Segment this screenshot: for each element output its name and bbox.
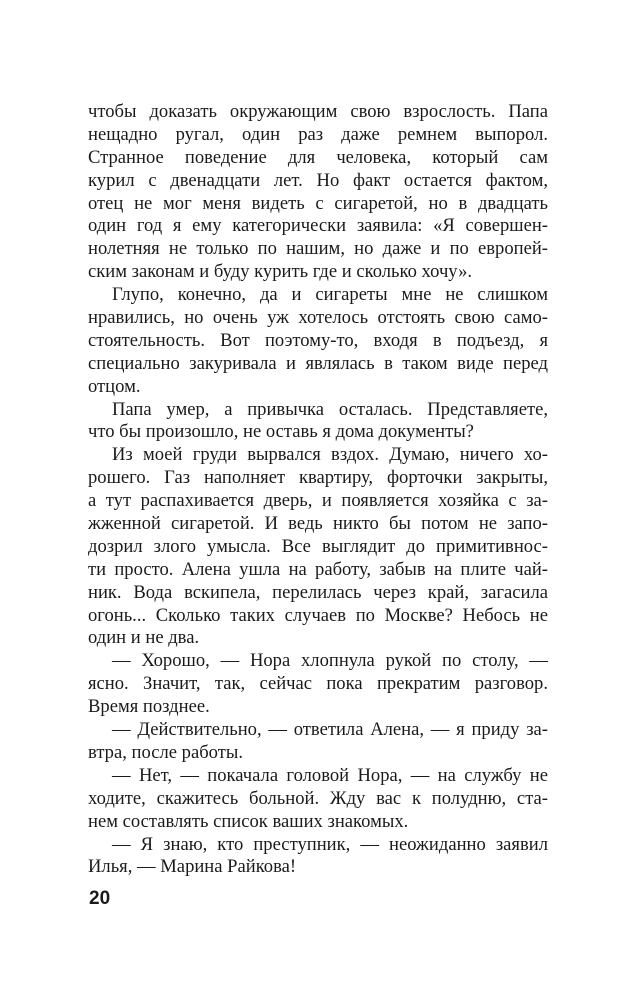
text-line: Илья, — Марина Райкова!: [88, 856, 297, 878]
text-line: нолетняя не только по нашим, но даже и по европей-: [88, 238, 548, 260]
text-line: — Нет, — покачала головой Нора, — на службу не: [112, 764, 548, 786]
text-line: Из моей груди вырвался вздох. Думаю, ничего хо-: [112, 444, 548, 466]
text-line: Странное поведение для человека, который сам: [88, 146, 548, 168]
text-line: дозрил злого умысла. Все выглядит до примитивнос-: [88, 535, 548, 557]
text-line: один год я ему категорически заявила: «Я совершен-: [88, 215, 548, 237]
text-line: ясно. Значит, так, сейчас пока прекратим разговор.: [88, 673, 548, 695]
text-line: нещадно ругал, один раз даже ремнем выпорол.: [88, 123, 548, 145]
text-line: отцом.: [88, 375, 141, 397]
text-line: рошего. Газ наполняет квартиру, форточки закрыты,: [88, 467, 548, 489]
text-line: ходите, скажитесь больной. Жду вас к полудню, ста-: [88, 787, 548, 809]
text-line: нравились, но очень уж хотелось отстоять свою само-: [88, 307, 548, 329]
text-line: что бы произошло, не оставь я дома документы?: [88, 421, 474, 443]
text-line: — Действительно, — ответила Алена, — я приду за-: [112, 719, 548, 741]
body-text: [88, 101, 548, 879]
text-line: — Хорошо, — Нора хлопнула рукой по столу, —: [112, 650, 548, 672]
text-line: втра, после работы.: [88, 741, 243, 763]
text-line: — Я знаю, кто преступник, — неожиданно заявил: [112, 833, 548, 855]
text-line: жженной сигаретой. И ведь никто бы потом не запо-: [88, 513, 548, 535]
text-line: ским законам и буду курить где и сколько хочу».: [88, 261, 473, 283]
text-line: огонь... Сколько таких случаев по Москве? Небось не: [88, 604, 548, 626]
text-line: ник. Вода вскипела, перелилась через край, загасила: [88, 581, 548, 603]
text-line: чтобы доказать окружающим свою взрослость. Папа: [88, 101, 548, 122]
text-line: отец не мог меня видеть с сигаретой, но в двадцать: [88, 192, 548, 214]
text-line: Время позднее.: [88, 696, 210, 718]
text-line: нем составлять список ваших знакомых.: [88, 810, 409, 832]
text-line: курил с двенадцати лет. Но факт остается фактом,: [88, 169, 548, 191]
page-number: 20: [89, 888, 111, 909]
text-line: ти просто. Алена ушла на работу, забыв на плите чай-: [88, 558, 548, 580]
text-line: Глупо, конечно, да и сигареты мне не слишком: [112, 284, 548, 306]
text-line: стоятельность. Вот поэтому-то, входя в подъезд, я: [88, 329, 548, 351]
text-line: специально закуривала и являлась в таком виде перед: [88, 352, 548, 374]
text-line: а тут распахивается дверь, и появляется хозяйка с за-: [88, 490, 548, 512]
text-line: один и не два.: [88, 627, 200, 649]
text-line: Папа умер, а привычка осталась. Представляете,: [112, 398, 548, 420]
